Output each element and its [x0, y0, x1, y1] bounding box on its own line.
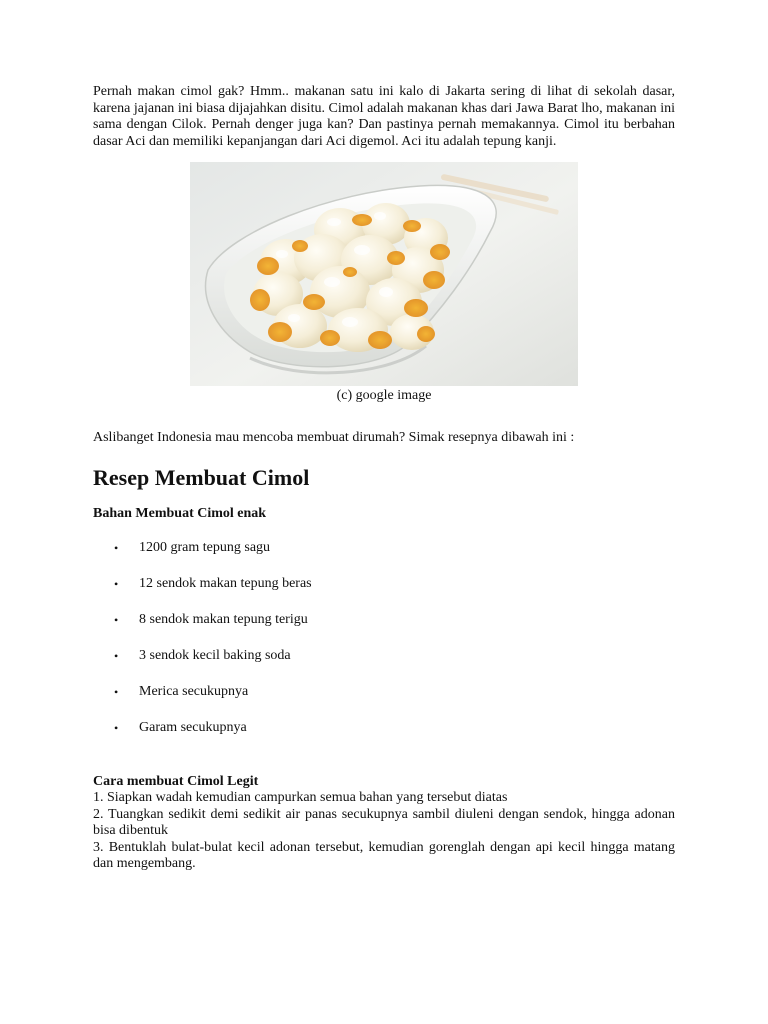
ingredient-text: 1200 gram tepung sagu	[139, 540, 271, 555]
list-item	[93, 576, 675, 592]
figure	[93, 162, 675, 404]
method-heading: Cara membuat Cimol Legit	[93, 774, 259, 789]
list-item	[93, 648, 675, 664]
image-caption: (c) google image	[336, 388, 432, 403]
list-item	[93, 720, 675, 736]
cimol-photo	[190, 162, 578, 386]
intro-paragraph: Pernah makan cimol gak? Hmm.. makanan satu ini kalo di Jakarta sering di lihat di sekolah dasar, karena jajanan ini biasa dijajahkan disitu. Cimol adalah makanan khas dari Jawa Barat lho, makanan ini sama dengan Cilok. Pernah denger juga kan? Dan pastinya pernah memakannya. Cimol itu berbahan dasar Aci dan memiliki kepanjangan dari Aci digemol. Aci itu adalah tepung kanji.	[93, 84, 675, 149]
list-item	[93, 540, 675, 556]
recipe-title: Resep Membuat Cimol	[93, 465, 310, 490]
ingredient-text: Merica secukupnya	[139, 684, 249, 699]
bullet-icon: •	[114, 649, 119, 663]
list-item	[93, 684, 675, 700]
method-step: 3. Bentuklah bulat-bulat kecil adonan tersebut, kemudian gorenglah dengan api kecil hingga matang dan mengembang.	[93, 839, 675, 871]
bullet-icon: •	[114, 721, 119, 735]
method-step: 2. Tuangkan sedikit demi sedikit air panas secukupnya sambil diuleni dengan sendok, hingga adonan bisa dibentuk	[93, 806, 675, 838]
bullet-icon: •	[114, 577, 119, 591]
bullet-icon: •	[114, 541, 119, 555]
bullet-icon: •	[114, 685, 119, 699]
ingredient-text: 3 sendok kecil baking soda	[139, 648, 291, 663]
lead-in-text: Aslibanget Indonesia mau mencoba membuat dirumah? Simak resepnya dibawah ini :	[93, 430, 575, 445]
ingredient-text: Garam secukupnya	[139, 720, 247, 735]
ingredient-text: 12 sendok makan tepung beras	[139, 576, 312, 591]
list-item	[93, 612, 675, 628]
document-page	[93, 84, 675, 873]
bullet-icon: •	[114, 613, 119, 627]
ingredients-list	[93, 540, 675, 736]
ingredient-text: 8 sendok makan tepung terigu	[139, 612, 308, 627]
ingredients-heading: Bahan Membuat Cimol enak	[93, 506, 267, 521]
method-step: 1. Siapkan wadah kemudian campurkan semua bahan yang tersebut diatas	[93, 790, 508, 805]
